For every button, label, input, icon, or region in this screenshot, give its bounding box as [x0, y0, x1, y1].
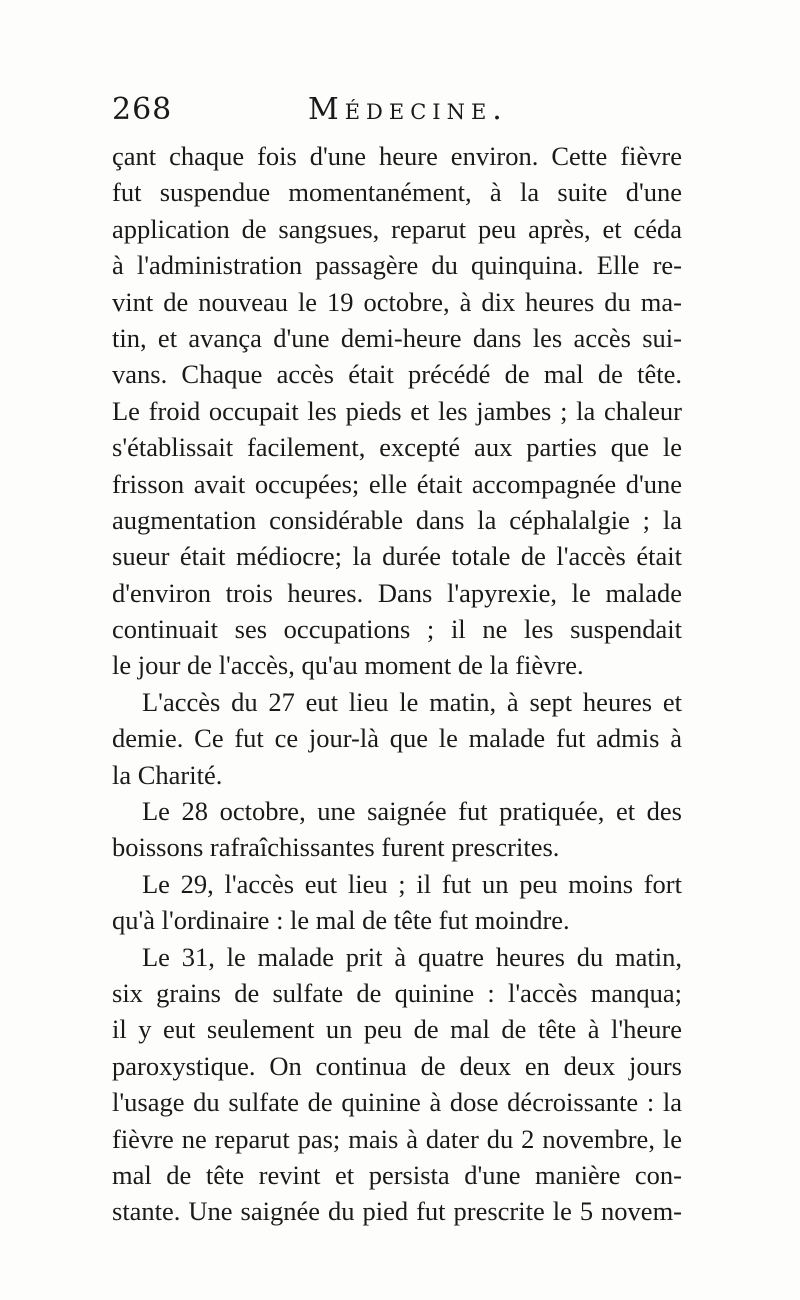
text-line: sueur était médiocre; la durée totale de l'accès était: [112, 541, 682, 572]
text-line: Le froid occupait les pieds et les jambes ; la chaleur: [112, 395, 682, 426]
text-line: Le 28 octobre, une saignée fut pratiquée, et des: [142, 796, 682, 827]
text-line: fièvre ne reparut pas; mais à dater du 2 novembre, le: [112, 1123, 682, 1154]
text-line: boissons rafraîchissantes furent prescrites.: [112, 832, 560, 863]
text-line: frisson avait occupées; elle était accompagnée d'une: [112, 468, 682, 499]
text-line: six grains de sulfate de quinine : l'accès manqua;: [112, 977, 682, 1008]
text-line: application de sangsues, reparut peu après, et céda: [112, 213, 682, 244]
text-line: stante. Une saignée du pied fut prescrite le 5 novem-: [112, 1196, 682, 1227]
text-line: à l'administration passagère du quinquina. Elle re-: [112, 250, 682, 281]
text-line: vint de nouveau le 19 octobre, à dix heures du ma-: [112, 286, 682, 317]
text-line: qu'à l'ordinaire : le mal de tête fut moindre.: [112, 905, 570, 936]
text-line: fut suspendue momentanément, à la suite d'une: [112, 177, 682, 208]
text-line: Le 31, le malade prit à quatre heures du matin,: [142, 941, 682, 972]
body-text: [112, 138, 682, 1230]
text-line: Le 29, l'accès eut lieu ; il fut un peu moins fort: [142, 868, 682, 899]
text-line: demie. Ce fut ce jour-là que le malade fut admis à: [112, 723, 682, 754]
running-head: Médecine.: [308, 92, 508, 127]
text-line: le jour de l'accès, qu'au moment de la fièvre.: [112, 650, 584, 681]
text-line: vans. Chaque accès était précédé de mal de tête.: [112, 359, 682, 390]
text-line: augmentation considérable dans la céphalalgie ; la: [112, 504, 682, 535]
text-line: la Charité.: [112, 759, 223, 790]
text-line: paroxystique. On continua de deux en deux jours: [112, 1050, 682, 1081]
text-line: continuait ses occupations ; il ne les suspendait: [112, 614, 682, 645]
text-line: d'environ trois heures. Dans l'apyrexie, le malade: [112, 577, 682, 608]
text-line: çant chaque fois d'une heure environ. Cette fièvre: [112, 141, 682, 171]
text-line: tin, et avança d'une demi-heure dans les accès sui-: [112, 322, 682, 353]
text-line: l'usage du sulfate de quinine à dose décroissante : la: [112, 1087, 682, 1118]
text-line: il y eut seulement un peu de mal de tête à l'heure: [112, 1014, 682, 1045]
page-header: [112, 92, 682, 132]
page-number: 268: [112, 92, 173, 127]
text-line: mal de tête revint et persista d'une manière con-: [112, 1159, 682, 1190]
text-line: s'établissait facilement, excepté aux parties que le: [112, 432, 682, 463]
text-line: L'accès du 27 eut lieu le matin, à sept heures et: [142, 686, 682, 717]
